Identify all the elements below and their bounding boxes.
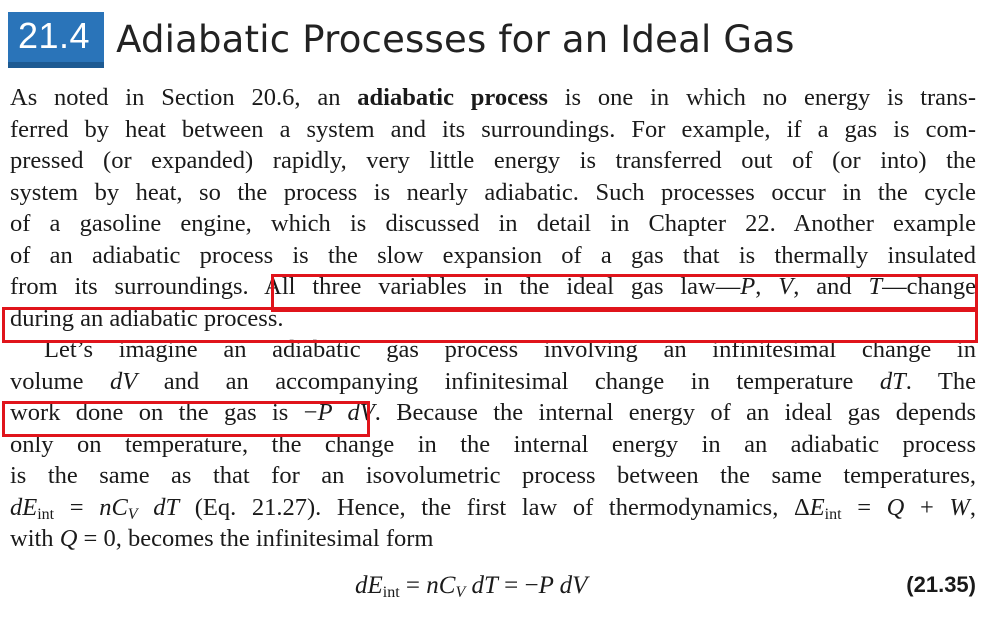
equation-number: (21.35) (906, 572, 976, 597)
text-line: work done on the gas is −P dV. Because the internal energy of an ideal gas depends (10, 399, 977, 426)
section-number-badge: 21.4 (8, 12, 104, 68)
text-line: from its surroundings. All three variables in the ideal gas law—P, V, and T—change (10, 273, 976, 300)
highlight-box-variables-change (2, 307, 978, 343)
text-line: pressed (or expanded) rapidly, very little energy is transferred out of (or into) the (10, 147, 976, 174)
text-line: only on temperature, the change in the internal energy in an adiabatic process (10, 430, 976, 458)
text-line: As noted in Section 20.6, an adiabatic process is one in which no energy is trans- (10, 84, 977, 111)
term-adiabatic-process: adiabatic process (357, 84, 548, 111)
text-line: $dE_{int} = nC_V$ dT (Eq. 21.27). Hence, the first law of thermodynamics, $\Delta E_{int} = Q + W$, (10, 493, 976, 523)
section-header (8, 10, 795, 68)
text-line: during an adiabatic process. (10, 304, 284, 332)
equation-21-35 (0, 572, 1000, 606)
text-line: of an adiabatic process is the slow expansion of a gas that is thermally insulated (10, 241, 976, 269)
highlight-box-work-done (2, 401, 370, 437)
text-line: with Q = 0, becomes the infinitesimal form (10, 525, 434, 552)
text-line: of a gasoline engine, which is discussed in detail in Chapter 22. Another example (10, 210, 976, 237)
text-line: ferred by heat between a system and its surroundings. For example, if a gas is com- (10, 115, 976, 143)
text-line: is the same as that for an isovolumetric process between the same temperatures, (10, 462, 976, 489)
equation-expression: $dE_{int} = nC_V$ dT = −P dV (355, 572, 588, 601)
text-line: Let’s imagine an adiabatic gas process involving an infinitesimal change in (44, 336, 976, 363)
section-title: Adiabatic Processes for an Ideal Gas (116, 17, 795, 61)
text-line: volume dV and an accompanying infinitesimal change in temperature dT. The (10, 367, 976, 395)
text-line: system by heat, so the process is nearly adiabatic. Such processes occur in the cycle (10, 178, 976, 206)
